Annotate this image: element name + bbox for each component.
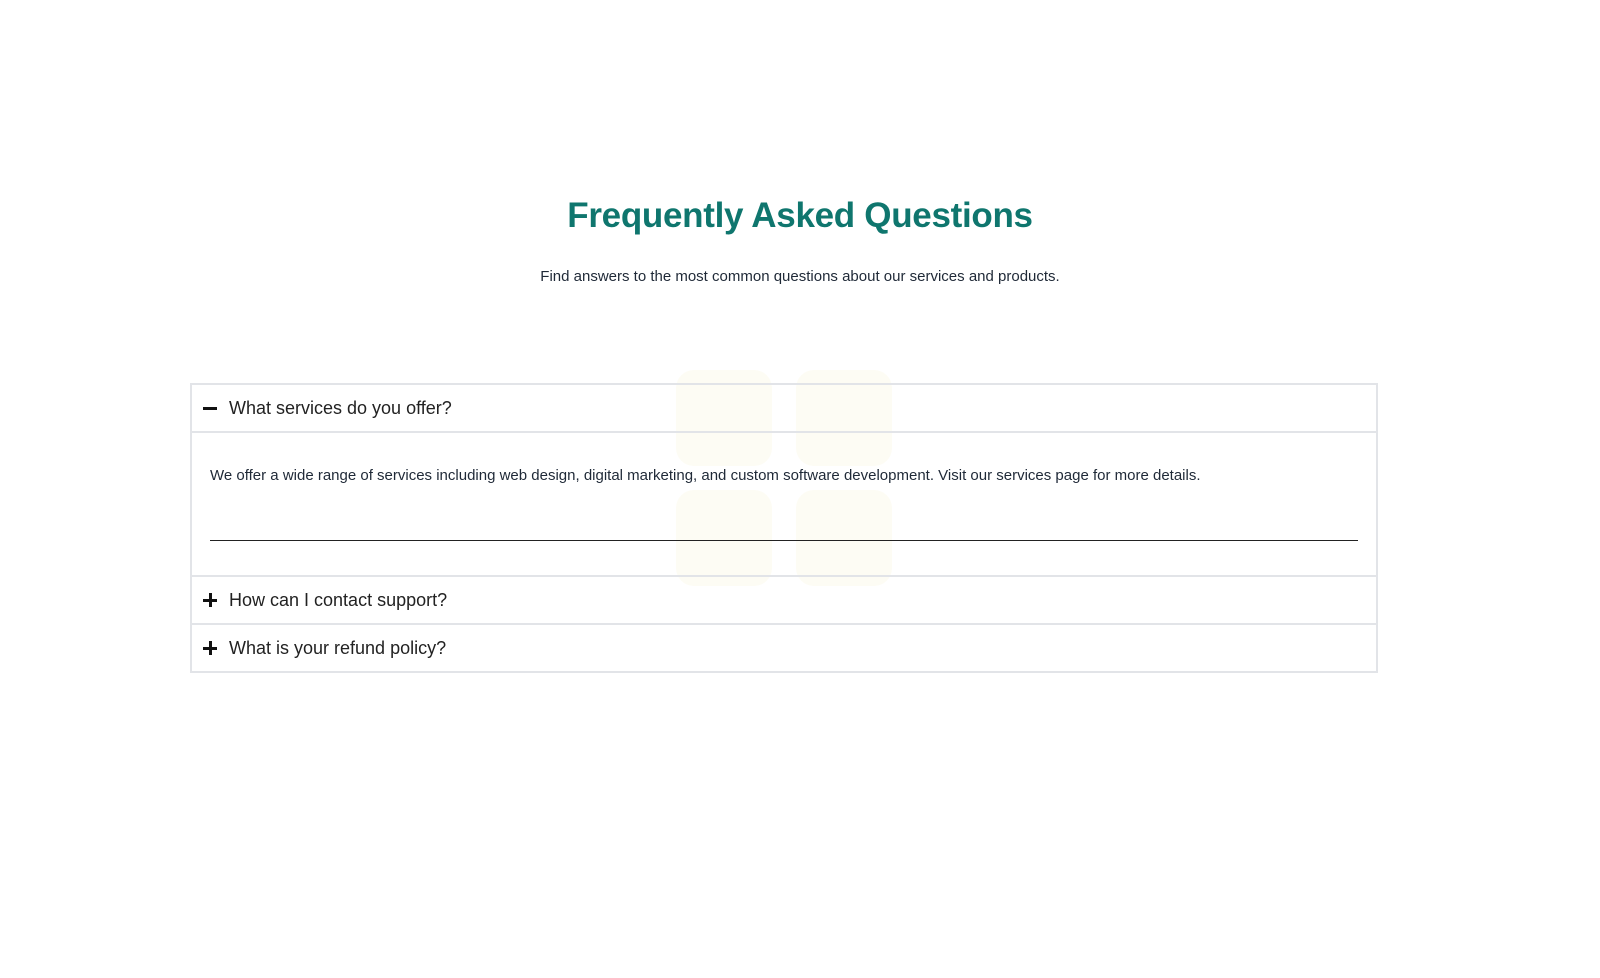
- page-title: Frequently Asked Questions: [567, 196, 1033, 235]
- faq-question: How can I contact support?: [229, 589, 448, 610]
- faq-question-toggle[interactable]: [192, 385, 1376, 431]
- faq-question: What is your refund policy?: [229, 637, 447, 658]
- faq-question-toggle[interactable]: [192, 577, 1376, 623]
- plus-icon: [202, 592, 218, 608]
- faq-question: What services do you offer?: [229, 397, 452, 418]
- divider: [210, 540, 1358, 541]
- faq-item: [192, 575, 1376, 623]
- faq-answer-panel: [192, 431, 1376, 575]
- faq-answer: We offer a wide range of services including web design, digital marketing, and custom software development. Visit our services page for more details.: [210, 467, 1201, 484]
- faq-item: [192, 385, 1376, 575]
- plus-icon: [202, 640, 218, 656]
- minus-icon: [202, 400, 218, 416]
- faq-item: [192, 623, 1376, 671]
- page-subtitle: Find answers to the most common questions about our services and products.: [540, 268, 1060, 285]
- faq-accordion: [190, 383, 1378, 673]
- faq-question-toggle[interactable]: [192, 625, 1376, 671]
